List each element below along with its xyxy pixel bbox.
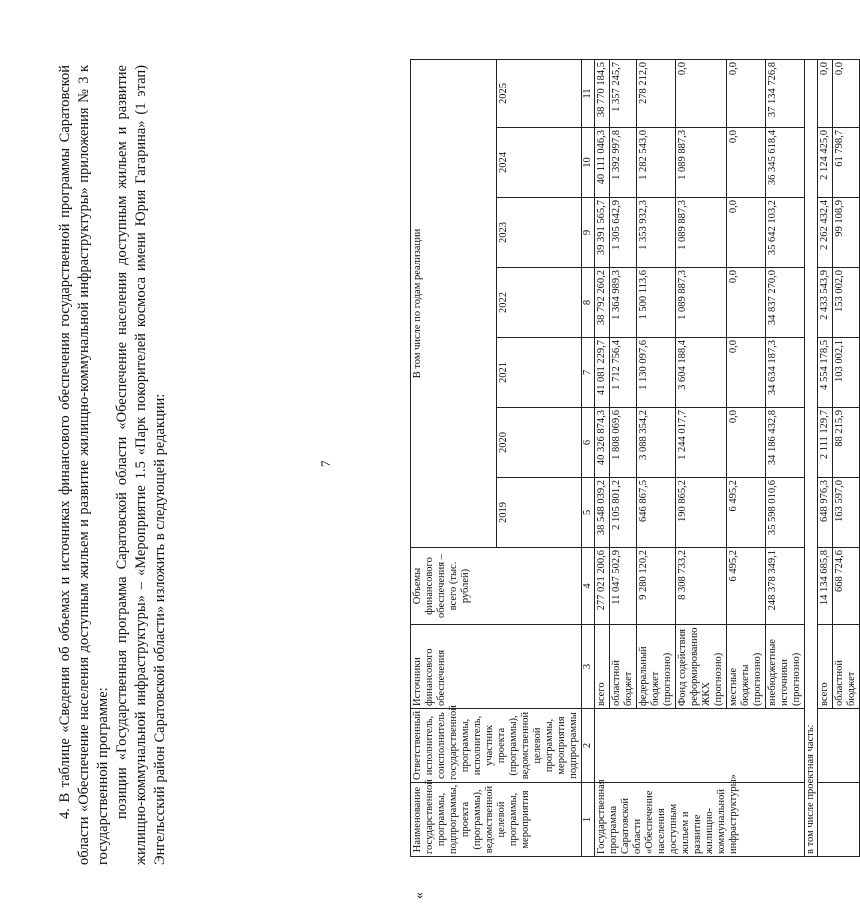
year-value: 37 134 726,8 [766,59,805,127]
column-number: 7 [582,338,595,408]
year-value: 2 262 432,4 [818,198,833,268]
empty-cell [818,709,860,783]
year-value: 1 392 997,8 [610,128,637,198]
source-cell: Фонд содействия реформированию ЖКХ (прогнозно) [676,625,727,709]
year-value: 2 111 129,7 [818,408,833,478]
year-value: 1 712 756,4 [610,338,637,408]
year-value: 1 282 543,0 [637,128,676,198]
header-volume: Объемы финансового обеспечения – всего (тыс. рублей) [411,548,582,625]
column-number: 5 [582,478,595,548]
year-value: 38 792 260,2 [595,268,610,338]
header-year: 2019 [496,478,582,548]
year-value: 34 837 270,0 [766,268,805,338]
year-value: 99 108,9 [833,198,860,268]
year-value: 34 186 432,8 [766,408,805,478]
program-name: Государственная программа Саратовской области «Обеспечение населения доступным жильем и развитие жилищно-коммунальной инфраструктуры» [595,783,805,857]
table-row [818,59,833,856]
year-value: 1 364 989,3 [610,268,637,338]
source-cell: областной бюджет [610,625,637,709]
year-value: 1 089 887,3 [676,268,727,338]
column-number: 1 [582,783,595,857]
column-number: 8 [582,268,595,338]
column-number: 10 [582,128,595,198]
year-value: 40 111 046,3 [595,128,610,198]
year-value: 0,0 [727,408,766,478]
total-cell: 248 378 349,1 [766,548,805,625]
intro-paragraph-1: 4. В таблице «Сведения об объемах и источниках финансового обеспечения государственной программы Саратовской области «Обеспечение населения доступным жильем и развитие жилищно-коммунальной инфраструктуры» приложения № 3 к государственной программе: [57,65,111,865]
intro-paragraph-2: позиции «Государственная программа Саратовской области «Обеспечение населения доступным жильем и развитие жилищно-коммунальной инфраструктуры» – «Мероприятие 1.5 «Парк покорителей космоса имени Юрия Гагарина» (1 этап) Энгельсский район Саратовской области» изложить в следующей редакции: [114,65,168,865]
header-name: Наименование государственной программы, подпрограммы, проекта (программы), ведомственной целевой программы, мероприятия [411,783,582,857]
table-row [805,59,818,856]
year-value: 39 391 565,7 [595,198,610,268]
year-value: 1 089 887,3 [676,198,727,268]
page-number: 7 [318,460,333,467]
year-value: 3 604 188,4 [676,338,727,408]
header-source: Источники финансового обеспечения [411,625,582,709]
source-cell: федеральный бюджет (прогнозно) [637,625,676,709]
source-cell: всего [595,625,610,709]
year-value: 35 598 010,6 [766,478,805,548]
year-value: 36 345 618,4 [766,128,805,198]
year-value: 1 244 017,7 [676,408,727,478]
year-value: 35 642 103,2 [766,198,805,268]
total-cell: 8 308 733,2 [676,548,727,625]
project-part-label: в том числе проектная часть: [805,59,818,856]
year-value: 61 798,7 [833,128,860,198]
source-cell: всего [818,625,833,709]
header-year: 2021 [496,338,582,408]
column-number: 3 [582,625,595,709]
table-row [595,59,610,856]
source-cell: местные бюджеты (прогнозно) [727,625,766,709]
year-value: 1 353 932,3 [637,198,676,268]
year-value: 278 212,0 [637,59,676,127]
year-value: 1 089 887,3 [676,128,727,198]
header-year: 2023 [496,198,582,268]
year-value: 40 326 874,3 [595,408,610,478]
column-number: 2 [582,709,595,783]
total-cell: 9 280 120,2 [637,548,676,625]
header-year: 2022 [496,268,582,338]
year-value: 0,0 [727,338,766,408]
year-value: 163 597,0 [833,478,860,548]
column-number: 4 [582,548,595,625]
year-value: 190 865,2 [676,478,727,548]
responsible-cell [595,709,805,783]
column-number: 6 [582,408,595,478]
year-value: 103 002,1 [833,338,860,408]
year-value: 1 808 069,6 [610,408,637,478]
total-cell: 14 134 685,8 [818,548,833,625]
year-value: 38 770 184,5 [595,59,610,127]
year-value: 2 124 425,0 [818,128,833,198]
source-cell: внебюджетные источники (прогнозно) [766,625,805,709]
column-number: 9 [582,198,595,268]
year-value: 34 634 187,3 [766,338,805,408]
year-value: 1 130 097,6 [637,338,676,408]
year-value: 2 105 801,2 [610,478,637,548]
column-number: 11 [582,59,595,127]
year-value: 646 867,5 [637,478,676,548]
year-value: 153 002,0 [833,268,860,338]
year-value: 41 081 229,7 [595,338,610,408]
header-by-years: В том числе по годам реализации [411,59,497,547]
financing-table [410,59,860,857]
year-value: 1 500 113,6 [637,268,676,338]
intro-text [56,65,170,865]
year-value: 0,0 [833,59,860,127]
year-value: 648 976,3 [818,478,833,548]
year-value: 1 357 245,7 [610,59,637,127]
year-value: 38 548 039,2 [595,478,610,548]
header-year: 2020 [496,408,582,478]
year-value: 0,0 [676,59,727,127]
total-cell: 6 495,2 [727,548,766,625]
year-value: 0,0 [727,128,766,198]
source-cell: областной бюджет [833,625,860,709]
year-value: 4 554 178,5 [818,338,833,408]
open-quote: « [412,892,427,899]
total-cell: 11 047 502,9 [610,548,637,625]
header-responsible: Ответственный исполнитель, соисполнитель государственной программы, исполнитель, участник проекта (программы), ведомственной целевой программы, мероприятия подпрограммы [411,709,582,783]
year-value: 1 305 642,9 [610,198,637,268]
year-value: 3 088 354,2 [637,408,676,478]
year-value: 2 433 543,9 [818,268,833,338]
year-value: 0,0 [727,198,766,268]
year-value: 0,0 [727,268,766,338]
header-year: 2024 [496,128,582,198]
year-value: 0,0 [818,59,833,127]
year-value: 6 495,2 [727,478,766,548]
total-cell: 277 021 200,6 [595,548,610,625]
total-cell: 668 724,6 [833,548,860,625]
year-value: 0,0 [727,59,766,127]
header-year: 2025 [496,59,582,127]
empty-cell [818,783,860,857]
year-value: 88 215,9 [833,408,860,478]
